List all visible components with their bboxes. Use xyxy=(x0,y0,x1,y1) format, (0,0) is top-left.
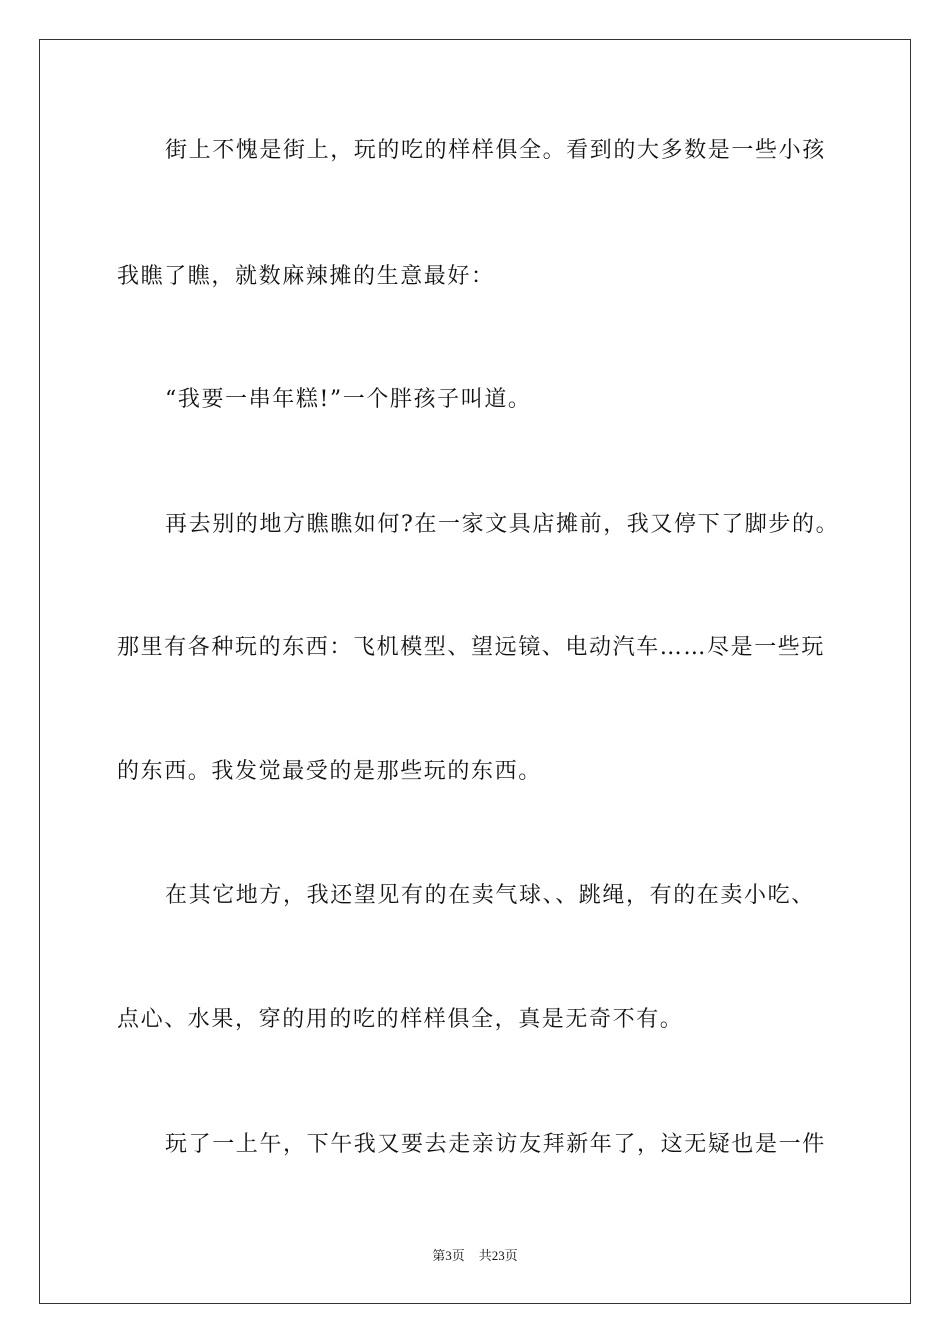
paragraph-line-7: 在其它地方，我还望见有的在卖气球、、跳绳，有的在卖小吃、 xyxy=(165,883,815,908)
page-total: 共23页 xyxy=(478,1248,518,1263)
page-footer xyxy=(0,1247,950,1265)
paragraph-line-8: 点心、水果，穿的用的吃的样样俱全，真是无奇不有。 xyxy=(117,1007,684,1032)
paragraph-line-9: 玩了一上午，下午我又要去走亲访友拜新年了，这无疑也是一件 xyxy=(165,1132,826,1157)
paragraph-line-1: 街上不愧是街上，玩的吃的样样俱全。看到的大多数是一些小孩 xyxy=(165,138,826,163)
paragraph-line-2: 我瞧了瞧，就数麻辣摊的生意最好： xyxy=(117,264,495,289)
paragraph-line-6: 的东西。我发觉最受的是那些玩的东西。 xyxy=(117,759,542,784)
page-border xyxy=(39,39,911,1304)
paragraph-line-4: 再去别的地方瞧瞧如何?在一家文具店摊前，我又停下了脚步的。 xyxy=(165,512,840,537)
page-number: 第3页 xyxy=(432,1248,465,1263)
paragraph-line-3: “我要一串年糕!”一个胖孩子叫道。 xyxy=(165,387,532,412)
paragraph-line-5: 那里有各种玩的东西：飞机模型、望远镜、电动汽车……尽是一些玩 xyxy=(117,635,826,660)
